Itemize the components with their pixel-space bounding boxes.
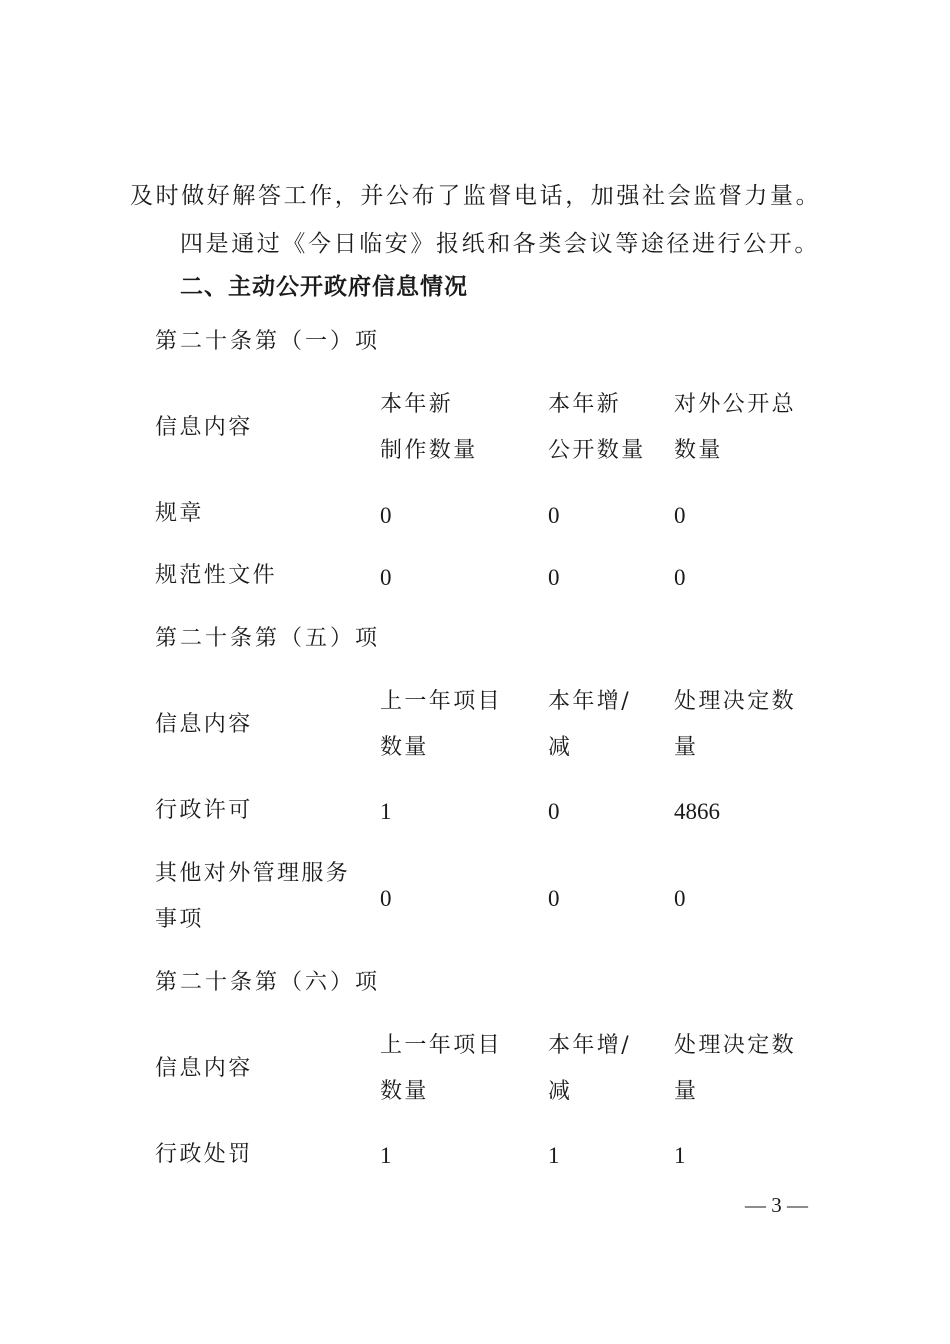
row-label: 行政许可 — [155, 798, 253, 823]
row-value-2: 0 — [548, 886, 560, 911]
page-number: — 3 — — [745, 1193, 808, 1217]
row-value-1: 0 — [380, 503, 392, 528]
row-value-2: 0 — [548, 799, 560, 824]
header-col3-line2: 减 — [548, 735, 573, 760]
header-col2-line1: 上一年项目 — [380, 689, 503, 714]
section-3-title: 第二十条第（六）项 — [155, 970, 381, 995]
header-col4-line2: 量 — [674, 735, 699, 760]
header-info-content: 信息内容 — [155, 1056, 253, 1081]
header-col4-line1: 对外公开总 — [674, 392, 797, 417]
row-value-2: 0 — [548, 565, 560, 590]
row-value-3: 4866 — [674, 799, 720, 824]
header-col4-line1: 处理决定数 — [674, 689, 797, 714]
header-col4-line2: 数量 — [674, 438, 723, 463]
header-col2-line2: 数量 — [380, 1079, 429, 1104]
row-value-2: 0 — [548, 503, 560, 528]
row-label-line2: 事项 — [155, 907, 204, 932]
paragraph-2: 四是通过《今日临安》报纸和各类会议等途径进行公开。 — [180, 231, 820, 257]
row-value-1: 0 — [380, 565, 392, 590]
header-col3-line1: 本年增/ — [548, 689, 632, 714]
row-label-line1: 其他对外管理服务 — [155, 861, 351, 886]
row-value-2: 1 — [548, 1143, 560, 1168]
header-info-content: 信息内容 — [155, 712, 253, 737]
header-col3-line2: 减 — [548, 1079, 573, 1104]
section-2-title: 第二十条第（五）项 — [155, 626, 381, 651]
header-col2-line2: 制作数量 — [380, 438, 478, 463]
row-value-3: 0 — [674, 886, 686, 911]
row-value-3: 1 — [674, 1143, 686, 1168]
row-value-3: 0 — [674, 503, 686, 528]
section-1-title: 第二十条第（一）项 — [155, 329, 381, 354]
row-label: 规范性文件 — [155, 563, 278, 588]
header-col4-line1: 处理决定数 — [674, 1033, 797, 1058]
header-col2-line1: 本年新 — [380, 392, 454, 417]
header-col4-line2: 量 — [674, 1079, 699, 1104]
header-col3-line2: 公开数量 — [548, 438, 646, 463]
row-label: 行政处罚 — [155, 1142, 253, 1167]
section-heading: 二、主动公开政府信息情况 — [180, 274, 468, 300]
row-label: 规章 — [155, 501, 204, 526]
header-col2-line1: 上一年项目 — [380, 1033, 503, 1058]
header-info-content: 信息内容 — [155, 415, 253, 440]
row-value-3: 0 — [674, 565, 686, 590]
paragraph-1: 及时做好解答工作，并公布了监督电话，加强社会监督力量。 — [130, 183, 822, 209]
header-col3-line1: 本年增/ — [548, 1033, 632, 1058]
row-value-1: 1 — [380, 799, 392, 824]
row-value-1: 1 — [380, 1143, 392, 1168]
header-col2-line2: 数量 — [380, 735, 429, 760]
header-col3-line1: 本年新 — [548, 392, 622, 417]
row-value-1: 0 — [380, 886, 392, 911]
